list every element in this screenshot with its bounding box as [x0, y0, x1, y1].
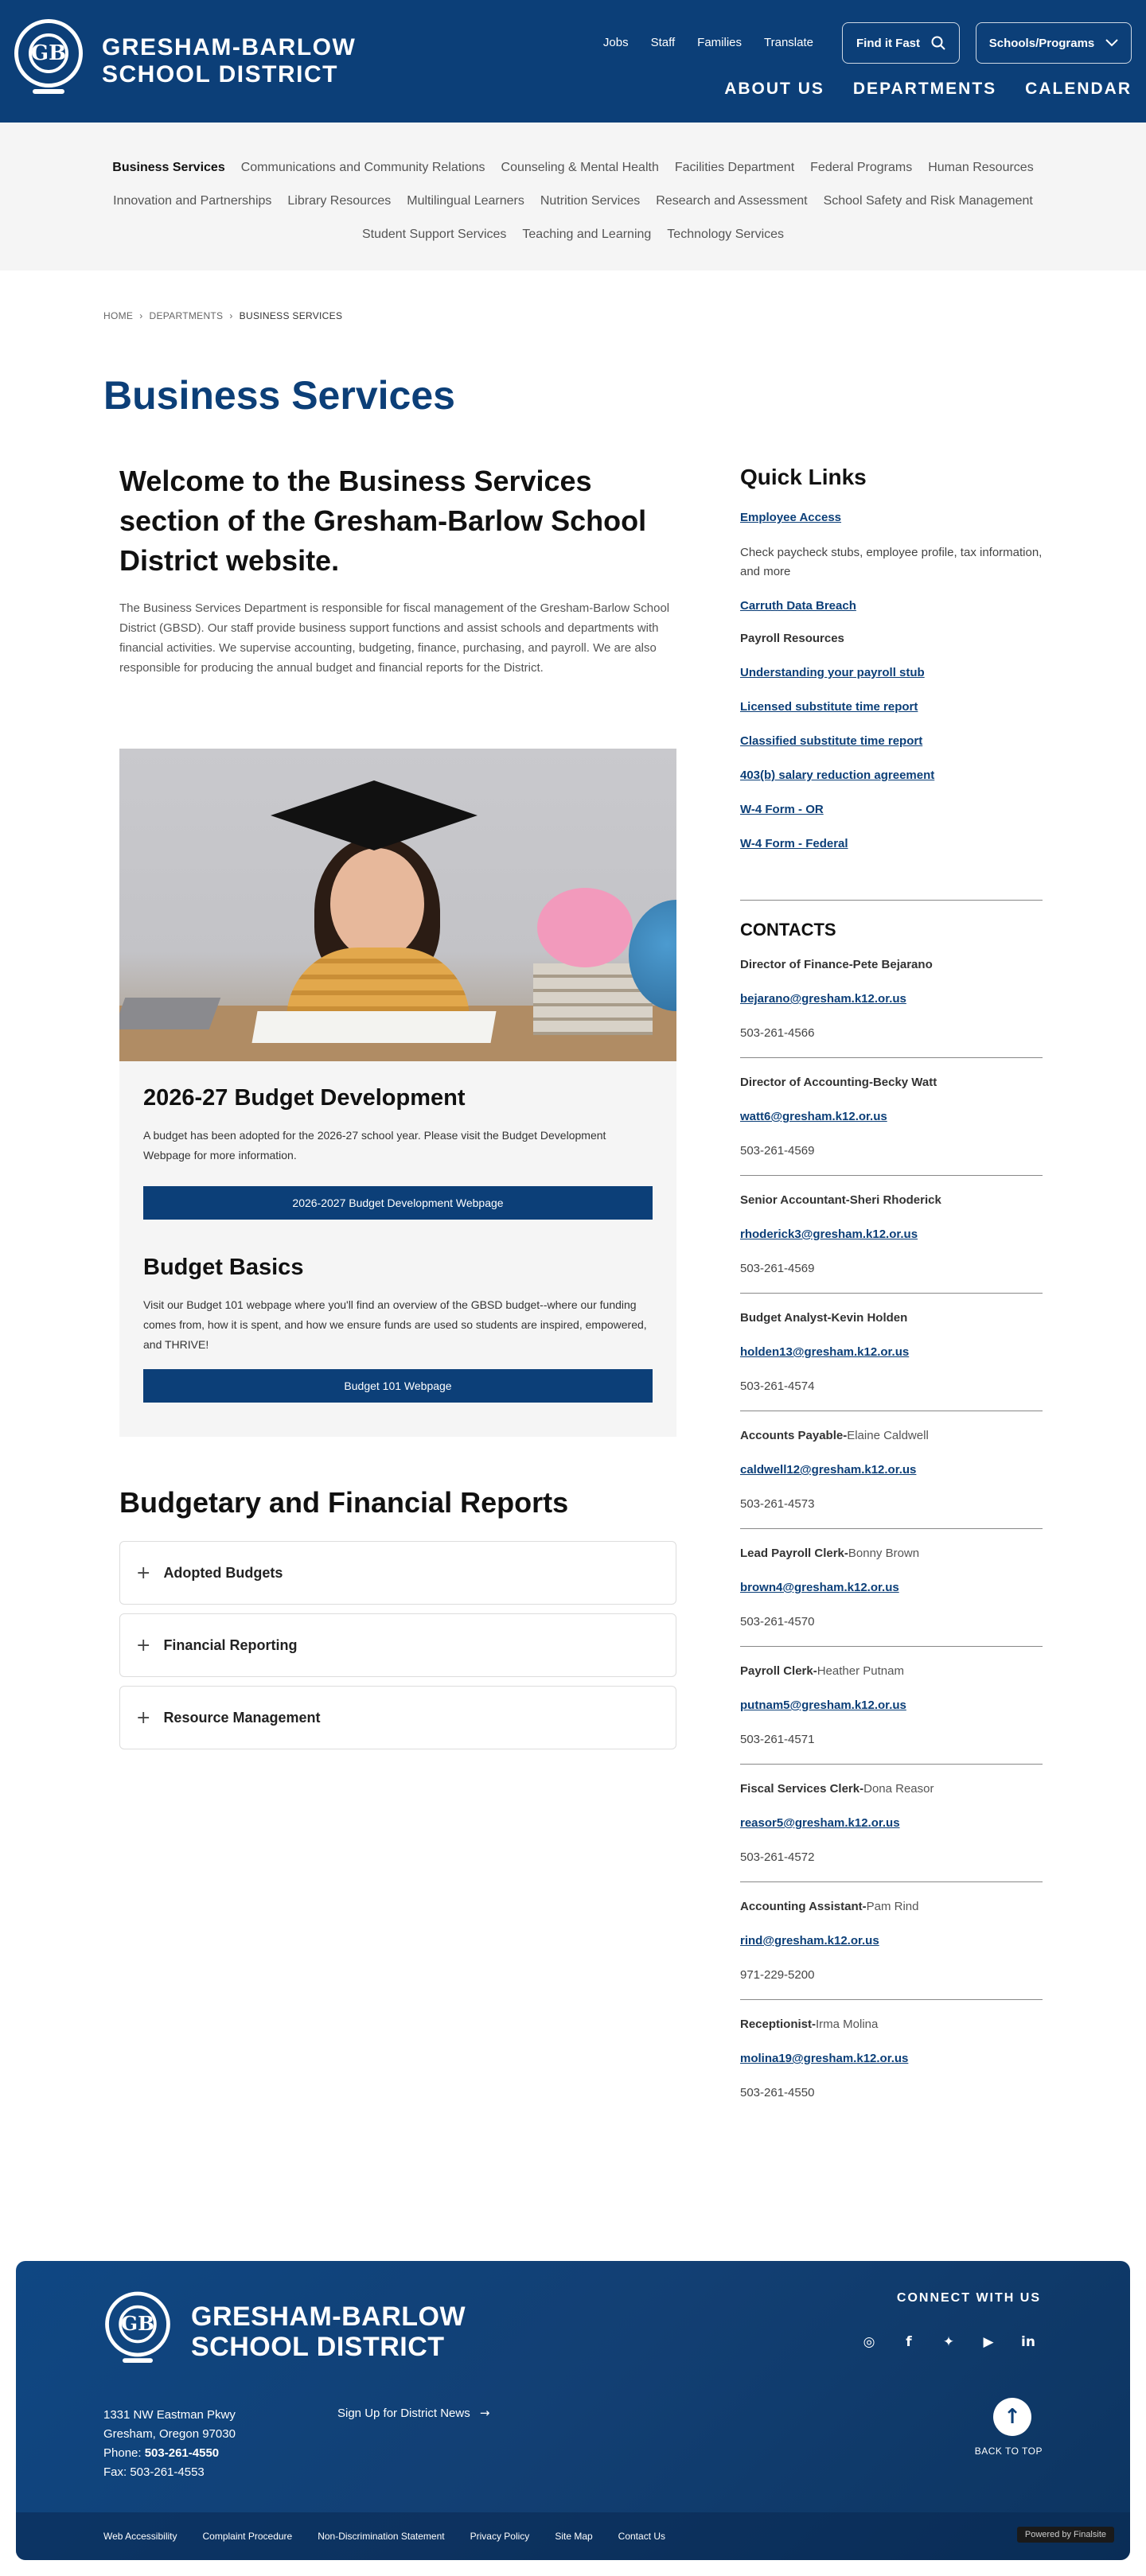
- contact-email[interactable]: putnam5@gresham.k12.or.us: [740, 1699, 906, 1712]
- contact-email[interactable]: rind@gresham.k12.or.us: [740, 1934, 879, 1948]
- breadcrumb-current: BUSINESS SERVICES: [239, 310, 343, 321]
- budget-development-button[interactable]: 2026-2027 Budget Development Webpage: [143, 1186, 653, 1220]
- contact-title: Payroll Clerk-Heather Putnam: [740, 1664, 904, 1678]
- contact-email[interactable]: reasor5@gresham.k12.or.us: [740, 1816, 900, 1830]
- contact-card: [740, 1900, 1043, 2000]
- quick-links-heading: Quick Links: [740, 465, 867, 489]
- footer-phone[interactable]: 503-261-4550: [144, 2446, 220, 2460]
- footer-logo[interactable]: [103, 2290, 466, 2374]
- plus-icon: +: [136, 1635, 151, 1656]
- footer-address: 1331 NW Eastman Pkwy Gresham, Oregon 97030 Phone: 503-261-4550 Fax: 503-261-4553: [103, 2408, 236, 2479]
- contact-email[interactable]: holden13@gresham.k12.or.us: [740, 1345, 910, 1359]
- subnav-student-support[interactable]: Student Support Services: [361, 228, 507, 241]
- contact-phone: 503-261-4571: [740, 1733, 815, 1746]
- subnav-school-safety[interactable]: School Safety and Risk Management: [823, 194, 1033, 208]
- footer-link-non-discrimination[interactable]: Non-Discrimination Statement: [318, 2531, 445, 2542]
- contact-phone: 503-261-4573: [740, 1497, 815, 1511]
- budget-development-body: A budget has been adopted for the 2026-27 school year. Please visit the Budget Development Webpage for more information.: [143, 1129, 606, 1162]
- subnav-business-services[interactable]: Business Services: [112, 161, 225, 174]
- contact-title: Budget Analyst-Kevin Holden: [740, 1311, 908, 1325]
- budget-card: [119, 1061, 676, 1437]
- schools-programs-button[interactable]: [976, 22, 1132, 64]
- accordion-label: Adopted Budgets: [163, 1564, 283, 1581]
- budget-101-button[interactable]: Budget 101 Webpage: [143, 1369, 653, 1403]
- footer-district-name: GRESHAM-BARLOW SCHOOL DISTRICT: [191, 2302, 466, 2362]
- employee-access-description: Check paycheck stubs, employee profile, tax information, and more: [740, 546, 1043, 578]
- utility-nav: [603, 36, 813, 49]
- accordion-financial-reporting[interactable]: [119, 1613, 676, 1677]
- schools-programs-label: Schools/Programs: [988, 36, 1095, 50]
- subnav-communications[interactable]: Communications and Community Relations: [240, 161, 485, 174]
- contact-card: [740, 1076, 1043, 1176]
- back-to-top-button[interactable]: [993, 2398, 1031, 2436]
- subnav-multilingual[interactable]: Multilingual Learners: [407, 194, 524, 208]
- accordion-resource-management[interactable]: [119, 1686, 676, 1749]
- subnav-technology[interactable]: Technology Services: [667, 228, 785, 241]
- welcome-body: The Business Services Department is responsible for fiscal management of the Gresham-Barlow School District (GBSD). Our staff provide business support functions and assist schools and departments with financial activities. We supervise accounting, budgeting, finance, purchasing, and payroll. We are also responsible for producing the annual budget and financial reports for the District.: [119, 601, 670, 675]
- breadcrumb-departments[interactable]: DEPARTMENTS: [149, 310, 224, 321]
- contact-title: Accounts Payable-Elaine Caldwell: [740, 1429, 929, 1442]
- page-title: Business Services: [103, 373, 455, 418]
- subnav-teaching-learning[interactable]: Teaching and Learning: [522, 228, 652, 241]
- link-licensed-sub-time[interactable]: Licensed substitute time report: [740, 700, 918, 714]
- contact-phone: 503-261-4569: [740, 1144, 815, 1158]
- util-link-families[interactable]: Families: [697, 36, 743, 49]
- contact-card: [740, 958, 1043, 1058]
- contact-card: [740, 1193, 1043, 1294]
- footer-link-privacy[interactable]: Privacy Policy: [470, 2531, 530, 2542]
- subnav-innovation[interactable]: Innovation and Partnerships: [113, 194, 272, 208]
- subnav-research[interactable]: Research and Assessment: [656, 194, 808, 208]
- accordion-adopted-budgets[interactable]: [119, 1541, 676, 1605]
- breadcrumb: [103, 310, 342, 321]
- nav-about-us[interactable]: ABOUT US: [724, 80, 824, 98]
- breadcrumb-separator-icon: ›: [139, 310, 143, 321]
- facebook-icon[interactable]: f: [906, 2334, 912, 2350]
- footer-link-contact[interactable]: Contact Us: [618, 2531, 666, 2542]
- accordion-label: Resource Management: [163, 1709, 321, 1726]
- contact-title: Lead Payroll Clerk-Bonny Brown: [740, 1547, 920, 1560]
- back-to-top-label: BACK TO TOP: [974, 2446, 1043, 2457]
- contact-title: Senior Accountant-Sheri Rhoderick: [740, 1193, 941, 1207]
- contact-card: [740, 1664, 1043, 1765]
- instagram-icon[interactable]: ◎: [863, 2334, 875, 2350]
- contact-card: [740, 1429, 1043, 1529]
- contact-email[interactable]: caldwell12@gresham.k12.or.us: [740, 1463, 917, 1477]
- contact-phone: 503-261-4569: [740, 1262, 815, 1275]
- contact-title: Accounting Assistant-Pam Rind: [740, 1900, 919, 1913]
- main-nav: [724, 80, 1132, 99]
- powered-by-badge[interactable]: Powered by Finalsite: [1017, 2527, 1114, 2543]
- subnav-counseling[interactable]: Counseling & Mental Health: [501, 161, 659, 174]
- link-employee-access[interactable]: Employee Access: [740, 511, 842, 524]
- budget-basics-heading: Budget Basics: [143, 1255, 304, 1280]
- contact-phone: 971-229-5200: [740, 1968, 815, 1982]
- welcome-section: [119, 461, 676, 678]
- plus-icon: +: [136, 1707, 151, 1728]
- contacts-list: [740, 958, 1043, 2117]
- nav-calendar[interactable]: CALENDAR: [1025, 80, 1132, 98]
- link-w4-oregon[interactable]: W-4 Form - OR: [740, 803, 824, 816]
- budget-basics-body: Visit our Budget 101 webpage where you'll find an overview of the GBSD budget--where our funding comes from, how it is spent, and how we ensure funds are used so students are inspired, empowered, and THRIVE!: [143, 1298, 647, 1351]
- link-carruth-data-breach[interactable]: Carruth Data Breach: [740, 599, 856, 613]
- contacts-heading: CONTACTS: [740, 920, 836, 940]
- contact-card: [740, 1782, 1043, 1882]
- department-subnav: [0, 123, 1146, 270]
- contact-card: [740, 1547, 1043, 1647]
- social-links: [861, 2334, 1036, 2350]
- site-footer: [16, 2261, 1130, 2560]
- contact-phone: 503-261-4550: [740, 2086, 815, 2099]
- link-w4-federal[interactable]: W-4 Form - Federal: [740, 837, 848, 850]
- contact-card: [740, 1311, 1043, 1411]
- linkedin-icon[interactable]: in: [1021, 2334, 1035, 2350]
- link-payroll-stub[interactable]: Understanding your payroll stub: [740, 666, 925, 679]
- contact-card: [740, 2018, 1043, 2117]
- contact-title: Receptionist-Irma Molina: [740, 2018, 879, 2031]
- contact-title: Fiscal Services Clerk-Dona Reasor: [740, 1782, 934, 1796]
- contact-email[interactable]: rhoderick3@gresham.k12.or.us: [740, 1228, 918, 1241]
- breadcrumb-home[interactable]: HOME: [103, 310, 134, 321]
- plus-icon: +: [136, 1562, 151, 1583]
- accordion-label: Financial Reporting: [163, 1636, 298, 1653]
- youtube-icon[interactable]: ▶: [983, 2334, 994, 2350]
- contact-phone: 503-261-4570: [740, 1615, 815, 1628]
- section-divider: [740, 900, 1043, 901]
- district-logo[interactable]: [14, 19, 356, 103]
- chevron-down-icon: [1105, 39, 1118, 47]
- payroll-resources-label: Payroll Resources: [740, 632, 844, 645]
- connect-heading: CONNECT WITH US: [896, 2291, 1041, 2305]
- arrow-up-icon: ↑: [1004, 2405, 1021, 2429]
- contact-email[interactable]: bejarano@gresham.k12.or.us: [740, 992, 906, 1006]
- contact-email[interactable]: molina19@gresham.k12.or.us: [740, 2052, 909, 2065]
- util-link-jobs[interactable]: Jobs: [602, 36, 629, 49]
- district-seal-icon: GB: [105, 2292, 170, 2372]
- student-photo: [119, 749, 676, 1061]
- subnav-library[interactable]: Library Resources: [287, 194, 392, 208]
- find-it-fast-label: Find it Fast: [856, 36, 920, 50]
- subnav-nutrition[interactable]: Nutrition Services: [540, 194, 641, 208]
- link-403b-agreement[interactable]: 403(b) salary reduction agreement: [740, 769, 935, 782]
- district-name: GRESHAM-BARLOW SCHOOL DISTRICT: [102, 34, 357, 88]
- budget-development-heading: 2026-27 Budget Development: [143, 1085, 466, 1111]
- newsletter-signup-link[interactable]: Sign Up for District News →: [337, 2406, 490, 2420]
- subnav-human-resources[interactable]: Human Resources: [928, 161, 1034, 174]
- sidebar: [740, 465, 1043, 2117]
- subnav-federal-programs[interactable]: Federal Programs: [810, 161, 913, 174]
- footer-link-sitemap[interactable]: Site Map: [555, 2531, 593, 2542]
- contact-phone: 503-261-4566: [740, 1026, 815, 1040]
- reports-heading: Budgetary and Financial Reports: [119, 1486, 569, 1519]
- subnav-facilities[interactable]: Facilities Department: [674, 161, 795, 174]
- twitter-icon[interactable]: ✦: [942, 2334, 955, 2350]
- district-seal-icon: GB: [14, 19, 83, 103]
- footer-bottom-bar: [16, 2512, 1130, 2560]
- arrow-right-icon: →: [479, 2406, 490, 2420]
- welcome-heading: Welcome to the Business Services section of the Gresham-Barlow School District website.: [119, 465, 647, 577]
- contact-phone: 503-261-4574: [740, 1379, 815, 1393]
- contact-phone: 503-261-4572: [740, 1850, 815, 1864]
- footer-link-complaint[interactable]: Complaint Procedure: [202, 2531, 293, 2542]
- nav-departments[interactable]: DEPARTMENTS: [852, 80, 997, 98]
- contact-email[interactable]: brown4@gresham.k12.or.us: [740, 1581, 899, 1594]
- find-it-fast-button[interactable]: [842, 22, 960, 64]
- search-icon: [931, 36, 945, 50]
- breadcrumb-separator-icon: ›: [229, 310, 233, 321]
- footer-link-accessibility[interactable]: Web Accessibility: [103, 2531, 177, 2542]
- contact-email[interactable]: watt6@gresham.k12.or.us: [740, 1110, 887, 1123]
- site-header: [0, 0, 1146, 123]
- link-classified-sub-time[interactable]: Classified substitute time report: [740, 734, 923, 748]
- util-link-translate[interactable]: Translate: [764, 36, 813, 49]
- contact-title: Director of Accounting-Becky Watt: [740, 1076, 937, 1089]
- contact-title: Director of Finance-Pete Bejarano: [740, 958, 933, 971]
- util-link-staff[interactable]: Staff: [650, 36, 676, 49]
